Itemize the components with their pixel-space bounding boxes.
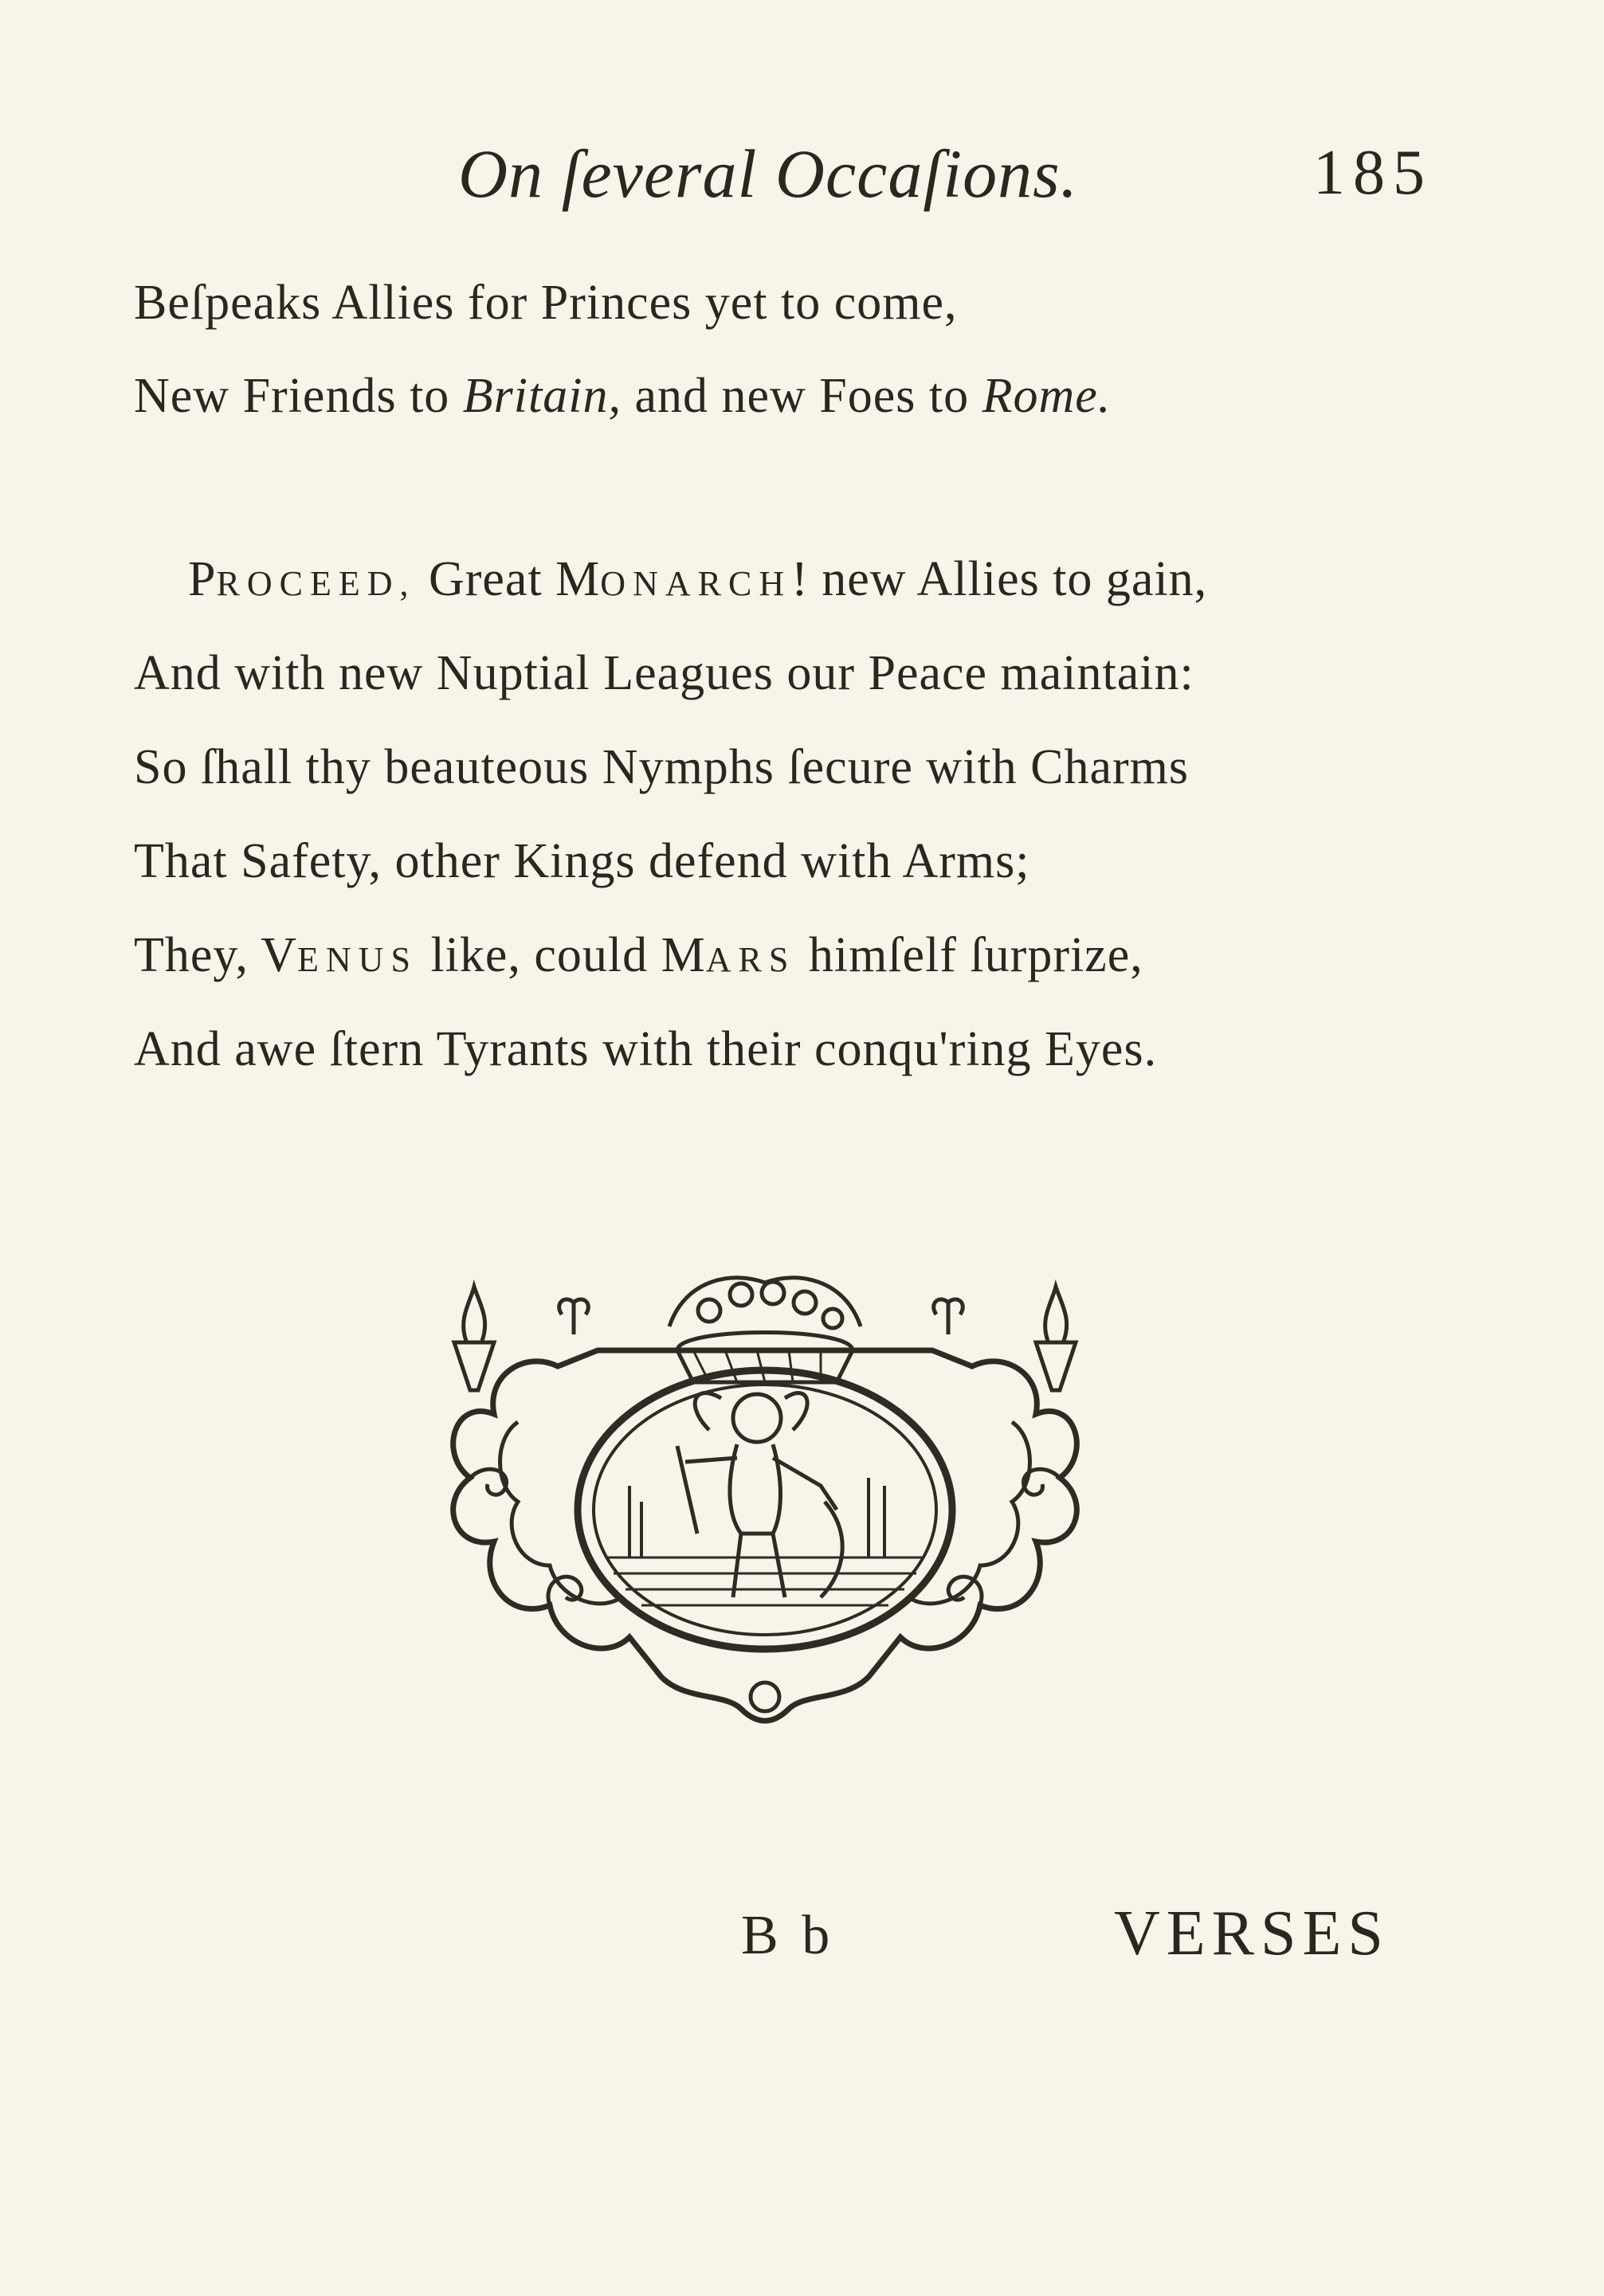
verse-line: PROCEED, Great MONARCH! new Allies to gain, [188, 552, 1208, 606]
verse-line: New Friends to Britain, and new Foes to Rome. [134, 369, 1112, 423]
italic-place-name: Britain, [462, 369, 622, 423]
cupid-vignette-icon [422, 1247, 1108, 1741]
verse-line: And awe ſtern Tyrants with their conqu'ring Eyes. [134, 1022, 1158, 1076]
verse-line: And with new Nuptial Leagues our Peace maintain: [134, 646, 1194, 700]
verse-line: That Safety, other Kings defend with Arms; [134, 834, 1030, 888]
page-number: 185 [1313, 138, 1433, 208]
verse-line: So ſhall thy beauteous Nymphs ſecure with Charms [134, 740, 1189, 794]
verse-line: They, VENUS like, could MARS himſelf ſurprize, [134, 928, 1143, 982]
italic-place-name: Rome. [982, 369, 1112, 423]
catchword: VERSES [1114, 1898, 1390, 1969]
verse-line: Beſpeaks Allies for Princes yet to come, [134, 276, 958, 330]
running-head: On ſeveral Occaſions. [458, 135, 1079, 212]
printer-signature: B b [741, 1905, 835, 1966]
